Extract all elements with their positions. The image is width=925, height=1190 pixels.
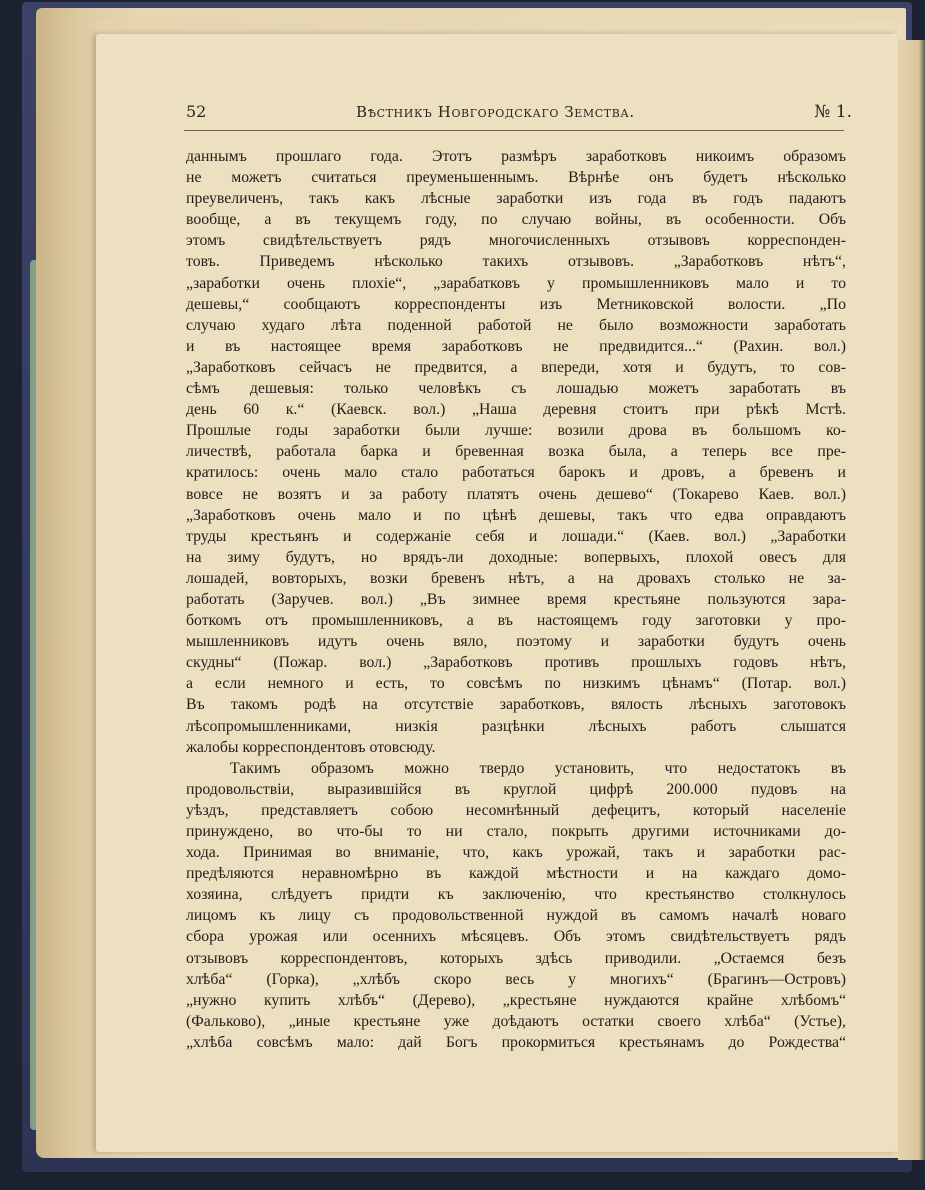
text-line: а если немного и есть, то совсѣмъ по низкимъ цѣнамъ“ (Потар. вол.) bbox=[186, 675, 846, 693]
text-line: лѣсопромышленниками, низкія разцѣнки лѣсныхъ работъ слышатся bbox=[186, 717, 846, 735]
text-line: уѣздъ, представляетъ собою несомнѣнный дефецитъ, который населеніе bbox=[186, 801, 846, 819]
page-number: 52 bbox=[186, 102, 207, 121]
text-line: „хлѣба совсѣмъ мало: дай Богъ прокормиться крестьянамъ до Рождества“ bbox=[186, 1033, 846, 1051]
paragraph-2 bbox=[186, 758, 846, 1053]
text-line: дешевы,“ сообщаютъ корреспонденты изъ Метниковской волости. „По bbox=[186, 295, 846, 313]
text-line: лошадей, вовторыхъ, возки бревенъ нѣтъ, а на дровахъ столько не за- bbox=[186, 569, 846, 587]
text-line: и въ настоящее время заработковъ не предвидится...“ (Рахин. вол.) bbox=[186, 337, 846, 355]
text-line: боткомъ отъ промышленниковъ, а въ настоящемъ году заготовки у про- bbox=[186, 612, 846, 630]
text-line: случаю худаго лѣта поденной работой не было возможности заработать bbox=[186, 316, 846, 334]
text-line: продовольствіи, выразившійся въ круглой цифрѣ 200.000 пудовъ на bbox=[186, 780, 846, 798]
text-line: работать (Заручев. вол.) „Въ зимнее время крестьяне пользуются зара- bbox=[186, 590, 846, 608]
text-line: личествѣ, работала барка и бревенная возка была, а теперь все пре- bbox=[186, 443, 846, 461]
text-line: жалобы корреспондентовъ отовсюду. bbox=[186, 738, 436, 756]
text-line: труды крестьянъ и содержаніе себя и лошади.“ (Каев. вол.) „Заработки bbox=[186, 527, 846, 545]
text-line: „Заработковъ очень мало и по цѣнѣ дешевы, такъ что едва оправдаютъ bbox=[186, 506, 846, 524]
journal-title: Вѣстникъ Новгородскаго Земства. bbox=[356, 103, 635, 121]
issue-number: № 1. bbox=[814, 102, 852, 122]
text-line: „заработки очень плохіе“, „зарабатковъ у промышленниковъ мало и то bbox=[186, 274, 846, 292]
text-line: на зиму будутъ, но врядъ-ли доходные: вопервыхъ, плохой овесъ для bbox=[186, 548, 846, 566]
text-line: день 60 к.“ (Каевск. вол.) „Наша деревня стоитъ при рѣкѣ Мстѣ. bbox=[186, 401, 846, 419]
text-line: Такимъ образомъ можно твердо установить, что недостатокъ въ bbox=[230, 759, 846, 777]
text-line: лицомъ къ лицу съ продовольственной нуждой въ самомъ началѣ новаго bbox=[186, 907, 846, 925]
text-line: вовсе не возятъ и за работу платятъ очень дешево“ (Токарево Каев. вол.) bbox=[186, 485, 846, 503]
text-line: мышленниковъ идутъ очень вяло, поэтому и заработки будутъ очень bbox=[186, 633, 846, 651]
text-line: товъ. Приведемъ нѣсколько такихъ отзывовъ. „Заработковъ нѣтъ“, bbox=[186, 253, 846, 271]
text-line: преувеличенъ, такъ какъ лѣсные заработки изъ года въ годъ падаютъ bbox=[186, 190, 846, 208]
text-line: этомъ свидѣтельствуетъ рядъ многочисленныхъ отзывовъ корреспонден- bbox=[186, 232, 846, 250]
paragraph-1 bbox=[186, 146, 846, 758]
facing-page-edge bbox=[898, 40, 925, 1160]
text-line: сбора урожая или осеннихъ мѣсяцевъ. Объ этомъ свидѣтельствуетъ рядъ bbox=[186, 928, 846, 946]
text-line: принуждено, во что-бы то ни стало, покрыть другими источниками до- bbox=[186, 823, 846, 840]
text-line: хлѣба“ (Горка), „хлѣбъ скоро весь у многихъ“ (Брагинъ—Островъ) bbox=[186, 970, 846, 988]
text-line: хозяина, слѣдуетъ придти къ заключенію, что крестьянство столкнулось bbox=[186, 886, 846, 904]
text-line: даннымъ прошлаго года. Этотъ размѣръ заработковъ никоимъ образомъ bbox=[186, 148, 846, 165]
text-line: Прошлые годы заработки были лучше: возили дрова въ большомъ ко- bbox=[186, 422, 846, 440]
text-line: отзывовъ корреспондентовъ, которыхъ здѣсь приводили. „Остаемся безъ bbox=[186, 949, 846, 967]
header-rule bbox=[184, 130, 844, 131]
page-body-text bbox=[186, 146, 846, 1053]
text-line: Въ такомъ родѣ на отсутствіе заработковъ, вялость лѣсныхъ заготовокъ bbox=[186, 696, 846, 714]
text-line: хода. Принимая во вниманіе, что, какъ урожай, такъ и заработки рас- bbox=[186, 844, 846, 862]
text-line: скудны“ (Пожар. вол.) „Заработковъ противъ прошлыхъ годовъ нѣтъ, bbox=[186, 654, 846, 672]
running-header bbox=[186, 102, 898, 126]
text-line: „Заработковъ сейчасъ не предвится, а впереди, хотя и будутъ, то сов- bbox=[186, 358, 846, 376]
text-line: сѣмъ дешевыя: только человѣкъ съ лошадью можетъ заработать въ bbox=[186, 380, 846, 398]
text-line: вообще, а въ текущемъ году, по случаю войны, въ особенности. Объ bbox=[186, 211, 846, 229]
text-line: кратилось: очень мало стало работаться барокъ и дровъ, а бревенъ и bbox=[186, 464, 846, 482]
text-line: предѣляются неравномѣрно въ каждой мѣстности и на каждаго домо- bbox=[186, 865, 846, 883]
book-page bbox=[96, 34, 898, 1152]
text-line: (Фальково), „иные крестьяне уже доѣдаютъ остатки своего хлѣба“ (Устье), bbox=[186, 1012, 846, 1030]
text-line: не можетъ считаться преуменьшеннымъ. Вѣрнѣе онъ будетъ нѣсколько bbox=[186, 169, 846, 187]
text-line: „нужно купить хлѣбъ“ (Дерево), „крестьяне нуждаются крайне хлѣбомъ“ bbox=[186, 991, 846, 1009]
